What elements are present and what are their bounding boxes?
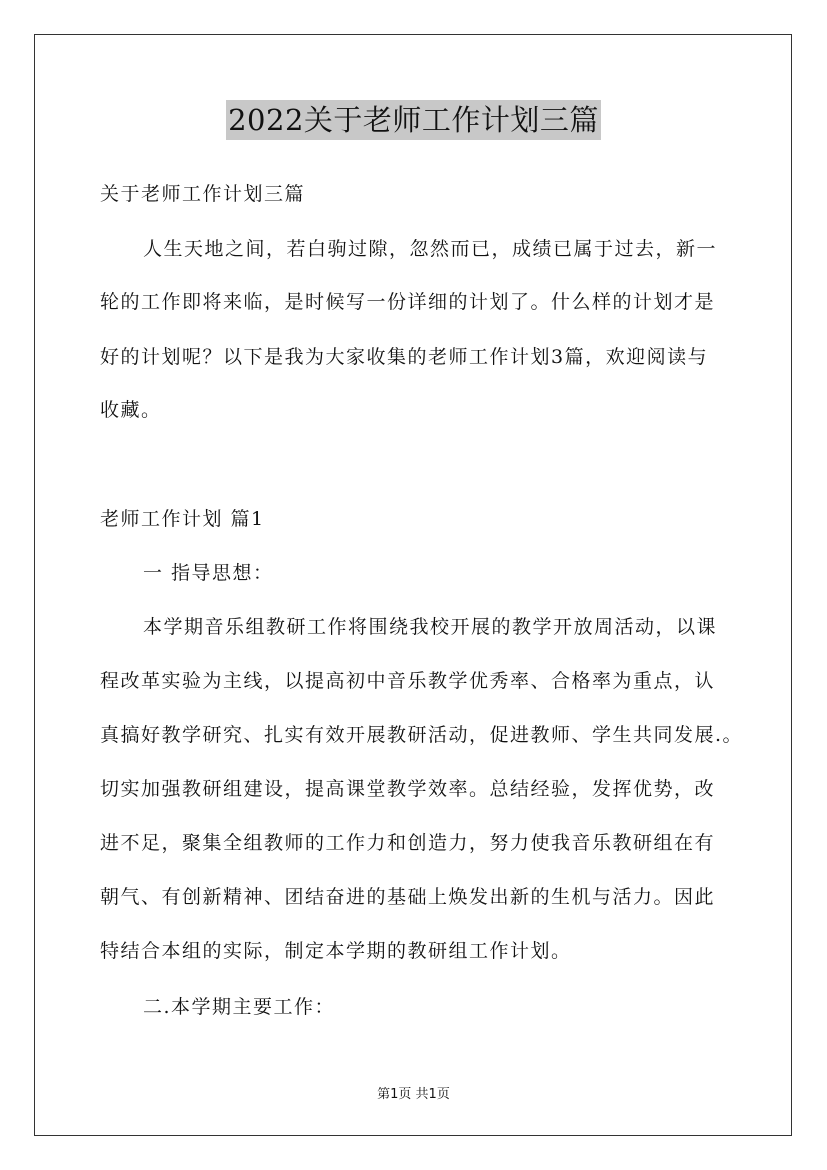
- body-line-4: 切实加强教研组建设，提高课堂教学效率。总结经验，发挥优势，改: [100, 778, 716, 800]
- subtitle: 关于老师工作计划三篇: [100, 183, 306, 205]
- section-heading: 老师工作计划 篇1: [100, 508, 265, 530]
- page-footer: 第1页 共1页: [377, 1087, 450, 1102]
- intro-line-4: 收藏。: [100, 399, 162, 421]
- intro-line-1: 人生天地之间，若白驹过隙，忽然而已，成绩已属于过去，新一: [143, 238, 718, 260]
- document-title: 2022关于老师工作计划三篇: [226, 100, 601, 140]
- intro-line-3: 好的计划呢？以下是我为大家收集的老师工作计划3篇，欢迎阅读与: [100, 346, 709, 368]
- title-container: [0, 100, 827, 140]
- body-line-5: 进不足，聚集全组教师的工作力和创造力，努力使我音乐教研组在有: [100, 832, 716, 854]
- body-line-6: 朝气、有创新精神、团结奋进的基础上焕发出新的生机与活力。因此: [100, 886, 716, 908]
- body-line-3: 真搞好教学研究、扎实有效开展教研活动，促进教师、学生共同发展.。: [100, 724, 744, 746]
- intro-line-2: 轮的工作即将来临，是时候写一份详细的计划了。什么样的计划才是: [100, 291, 716, 313]
- work-heading: 二.本学期主要工作：: [143, 996, 336, 1018]
- guide-heading: 一 指导思想：: [143, 562, 274, 584]
- body-line-1: 本学期音乐组教研工作将围绕我校开展的教学开放周活动，以课: [143, 616, 718, 638]
- body-line-2: 程改革实验为主线，以提高初中音乐教学优秀率、合格率为重点，认: [100, 670, 716, 692]
- body-line-7: 特结合本组的实际，制定本学期的教研组工作计划。: [100, 940, 572, 962]
